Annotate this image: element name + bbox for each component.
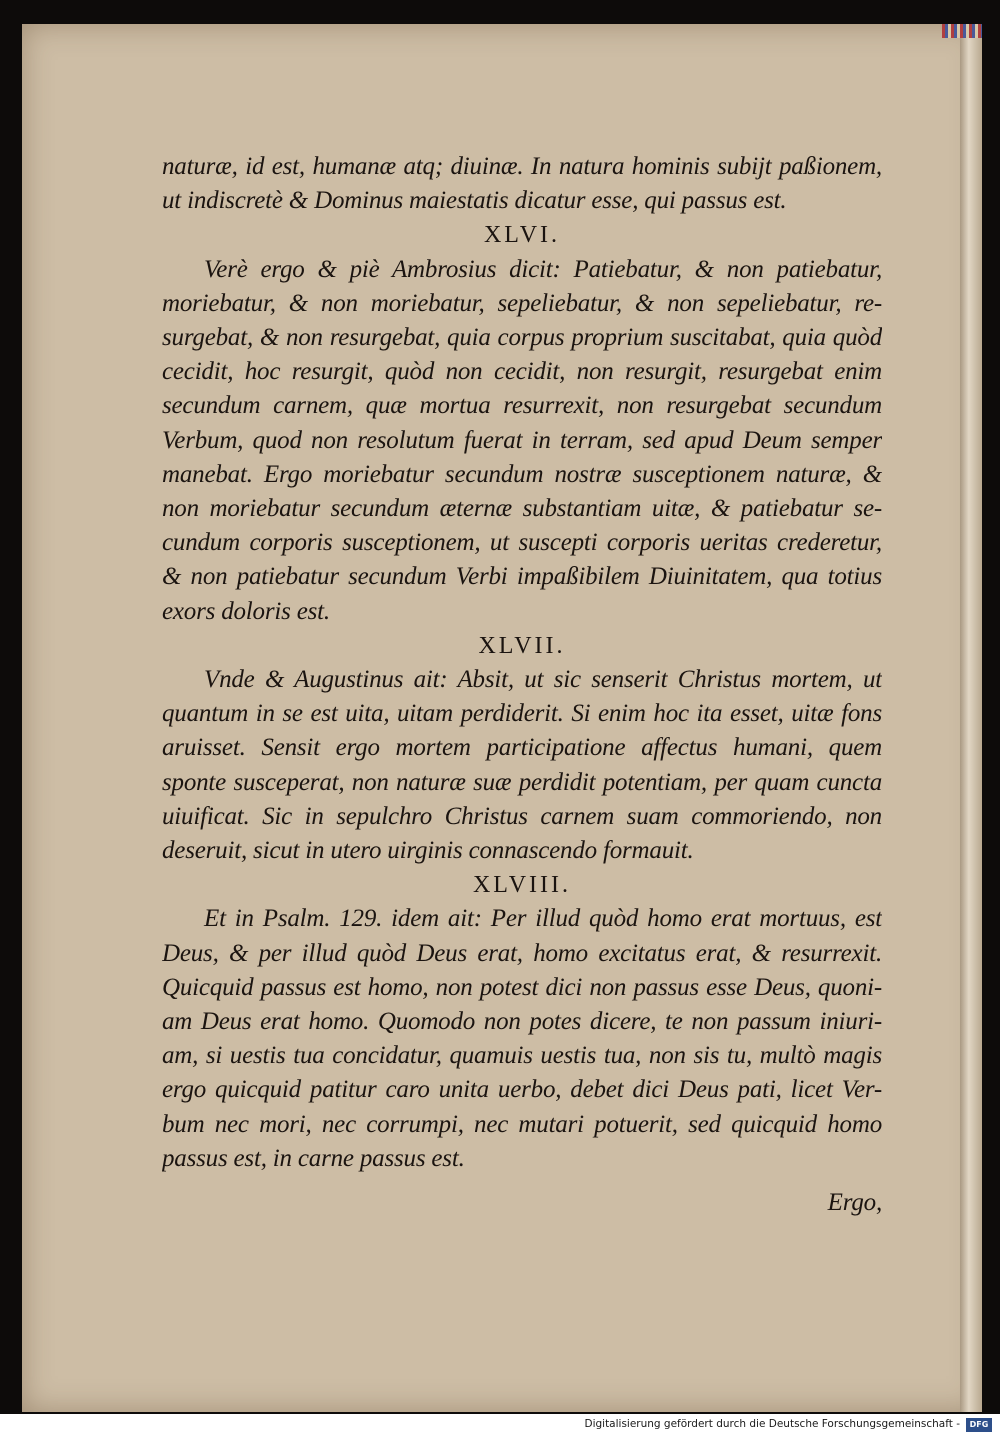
text-line: Quicquid passus est homo, non potest dici non passus esse Deus, quoni- — [162, 973, 882, 1001]
text-line: am, si uestis tua concidatur, quamuis uestis tua, non sis tu, multò magis — [162, 1042, 882, 1070]
page-text — [162, 150, 882, 1220]
text-line: non moriebatur secundum æternæ substantiam uitæ, & patiebatur se- — [162, 495, 882, 523]
text-line: & non patiebatur secundum Verbi impaßibilem Diuinitatem, qua totius — [162, 563, 882, 591]
section-heading-46: XLVI. — [483, 222, 561, 249]
text-line: am Deus erat homo. Quomodo non potes dicere, te non passum iniuri- — [162, 1008, 882, 1036]
text-line: Verè ergo & piè Ambrosius dicit: Patiebatur, & non patiebatur, — [204, 255, 882, 283]
page-edge — [960, 24, 982, 1412]
text-line: passus est, in carne passus est. — [162, 1144, 465, 1172]
bookmark-strip — [942, 24, 982, 38]
text-line: cecidit, hoc resurgit, quòd non cecidit, non resurgit, resurgebat enim — [162, 358, 882, 386]
text-line: Deus, & per illud quòd Deus erat, homo excitatus erat, & resurrexit. — [162, 939, 882, 967]
dfg-logo-icon: DFG — [966, 1418, 992, 1432]
text-line: deseruit, sicut in utero uirginis connascendo formauit. — [162, 837, 694, 865]
text-line: aruisset. Sensit ergo mortem participatione affectus humani, quem — [162, 734, 882, 762]
text-line: secundum carnem, quæ mortua resurrexit, non resurgebat secundum — [162, 392, 882, 420]
text-line: uiuificat. Sic in sepulchro Christus carnem suam commoriendo, non — [162, 802, 882, 830]
text-line: exors doloris est. — [162, 597, 330, 625]
text-line: bum nec mori, nec corrumpi, nec mutari potuerit, sed quicquid homo — [162, 1110, 882, 1138]
text-line: naturæ, id est, humanæ atq; diuinæ. In natura hominis subijt paßionem, — [162, 153, 882, 180]
text-line: Vnde & Augustinus ait: Absit, ut sic senserit Christus mortem, ut — [204, 666, 882, 694]
text-line: ergo quicquid patitur caro unita uerbo, debet dici Deus pati, licet Ver- — [162, 1076, 882, 1104]
text-line: manebat. Ergo moriebatur secundum nostræ susceptionem naturæ, & — [162, 460, 882, 488]
catchword: Ergo, — [827, 1189, 882, 1217]
section-heading-47: XLVII. — [478, 632, 566, 659]
text-line: quantum in se est uita, uitam perdiderit. Si enim hoc ita esset, uitæ fons — [162, 700, 882, 728]
text-line: surgebat, & non resurgebat, quia corpus proprium suscitabat, quia quòd — [162, 324, 882, 352]
text-line: Et in Psalm. 129. idem ait: Per illud quòd homo erat mortuus, est — [204, 905, 882, 933]
text-line: moriebatur, & non moriebatur, sepeliebatur, & non sepeliebatur, re- — [162, 289, 882, 317]
section-heading-48: XLVIII. — [472, 872, 572, 899]
footer-credit: Digitalisierung gefördert durch die Deutsche Forschungsgemeinschaft - — [584, 1418, 960, 1430]
text-line: ut indiscretè & Dominus maiestatis dicatur esse, qui passus est. — [162, 187, 787, 215]
text-line: Verbum, quod non resolutum fuerat in terram, sed apud Deum semper — [162, 426, 882, 454]
digitization-footer — [0, 1414, 1000, 1437]
text-line: cundum corporis susceptionem, ut suscepti corporis ueritas crederetur, — [162, 529, 882, 557]
text-line: sponte susceperat, non naturæ suæ perdidit potentiam, per quam cuncta — [162, 768, 882, 796]
